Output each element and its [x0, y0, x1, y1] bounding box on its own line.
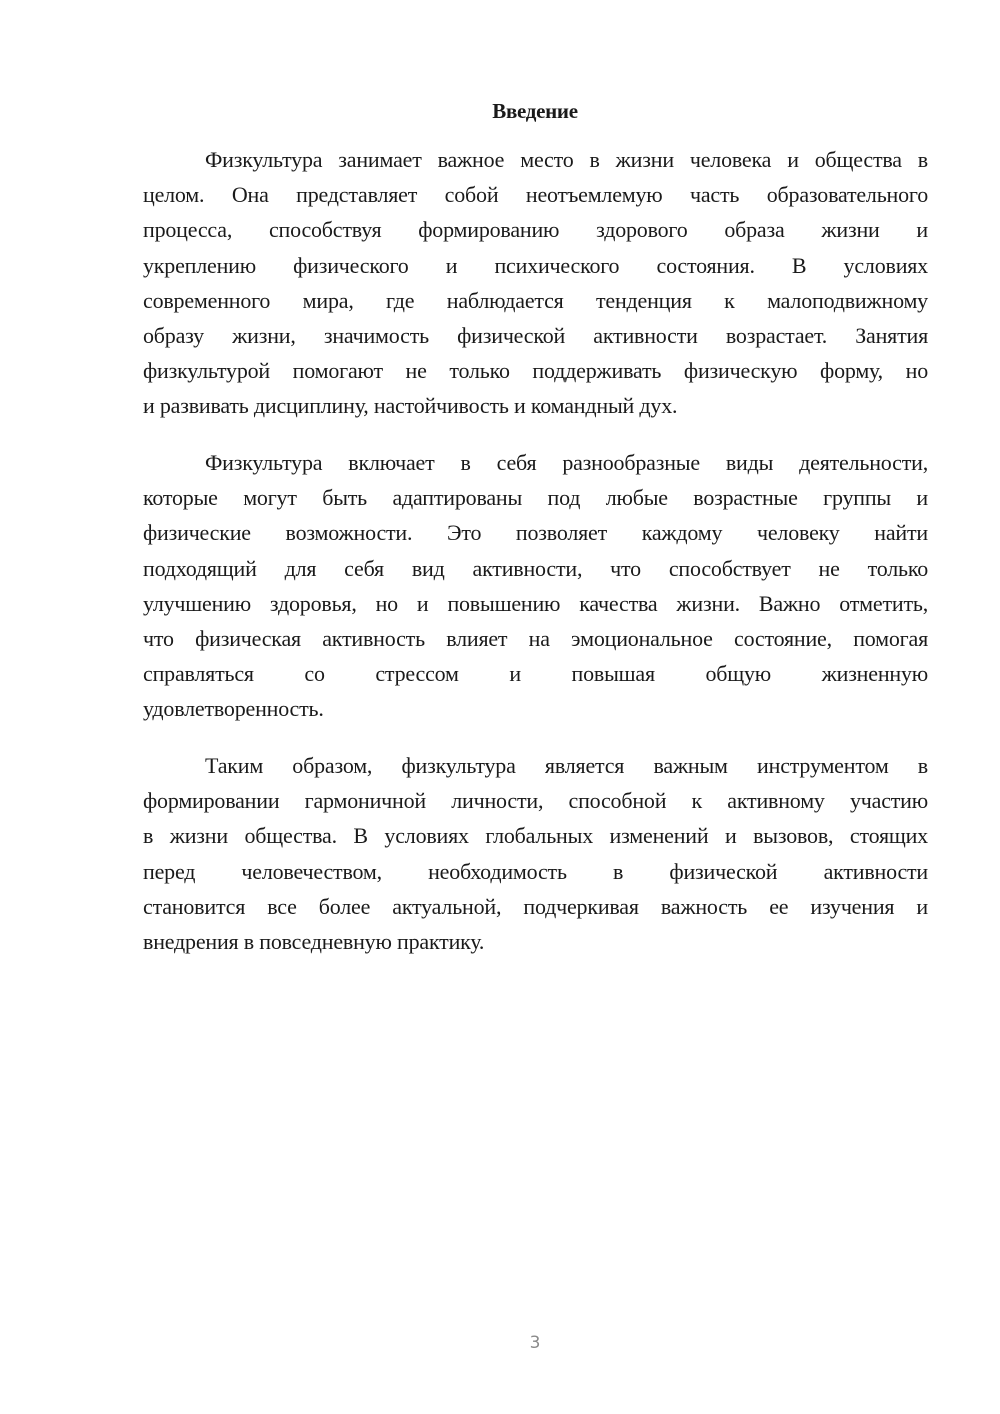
paragraph-2: [143, 445, 928, 727]
text-line: формировании гармоничной личности, способной к активному участию: [143, 788, 928, 814]
paragraph-3: [143, 748, 928, 959]
text-line: становится все более актуальной, подчеркивая важность ее изучения и: [143, 893, 928, 919]
text-line: улучшению здоровья, но и повышению качества жизни. Важно отметить,: [143, 590, 928, 616]
text-line: образу жизни, значимость физической активности возрастает. Занятия: [143, 322, 928, 348]
text-line: что физическая активность влияет на эмоциональное состояние, помогая: [143, 625, 928, 651]
text-line: физические возможности. Это позволяет каждому человеку найти: [143, 520, 928, 546]
section-heading: Введение: [492, 99, 578, 123]
text-line: удовлетворенность.: [143, 696, 324, 722]
text-line: которые могут быть адаптированы под любые возрастные группы и: [143, 485, 928, 511]
text-line: справляться со стрессом и повышая общую жизненную: [143, 661, 928, 687]
paragraph-1: [143, 142, 928, 424]
text-line: в жизни общества. В условиях глобальных изменений и вызовов, стоящих: [143, 823, 928, 849]
text-line: подходящий для себя вид активности, что способствует не только: [143, 555, 928, 581]
page-number: 3: [529, 1333, 541, 1353]
text-line: Физкультура включает в себя разнообразные виды деятельности,: [205, 450, 928, 475]
text-line: физкультурой помогают не только поддерживать физическую форму, но: [143, 358, 928, 384]
text-line: Физкультура занимает важное место в жизни человека и общества в: [205, 147, 928, 172]
text-line: целом. Она представляет собой неотъемлемую часть образовательного: [143, 182, 928, 208]
text-line: современного мира, где наблюдается тенденция к малоподвижному: [143, 287, 928, 313]
text-line: Таким образом, физкультура является важным инструментом в: [205, 753, 928, 778]
text-line: и развивать дисциплину, настойчивость и командный дух.: [143, 393, 678, 419]
text-line: укреплению физического и психического состояния. В условиях: [143, 252, 928, 278]
text-line: перед человечеством, необходимость в физической активности: [143, 858, 928, 884]
text-line: процесса, способствуя формированию здорового образа жизни и: [143, 217, 928, 243]
text-line: внедрения в повседневную практику.: [143, 928, 485, 954]
